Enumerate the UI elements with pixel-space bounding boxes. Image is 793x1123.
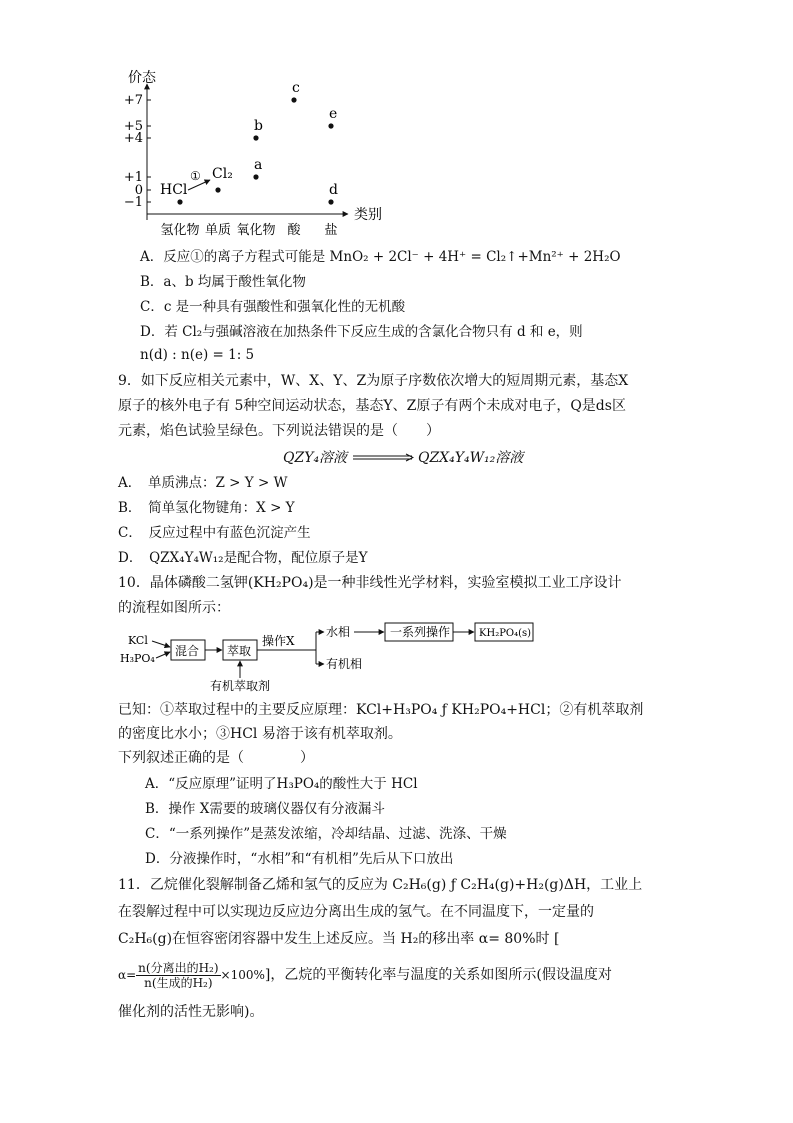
q9-line1: 9．如下反应相关元素中，W、X、Y、Z为原子序数依次增大的短周期元素，基态X	[118, 373, 629, 389]
x-category-label: 盐	[324, 223, 338, 238]
point-b	[253, 135, 258, 140]
flow-input-h3po4: H₃PO₄	[120, 652, 155, 665]
q11-line4	[118, 960, 612, 990]
q9-equation	[283, 449, 523, 467]
point-label-Cl₂: Cl₂	[212, 166, 233, 182]
flow-box-series-label: 一系列操作	[390, 625, 451, 639]
flow-box-mix-label: 混合	[175, 644, 200, 658]
q8-option-c: C．c 是一种具有强酸性和强氧化性的无机酸	[140, 299, 406, 315]
q11-line3: C₂H₆(g)在恒容密闭容器中发生上述反应。当 H₂的移出率 α= 80%时 [	[118, 931, 560, 947]
y-tick-label: +7	[123, 93, 143, 108]
flow-chart	[118, 618, 578, 698]
q9-option-d: D． QZX₄Y₄W₁₂是配合物，配位原子是Y	[118, 550, 368, 566]
q10-option-d: D．分液操作时，“水相”和“有机相”先后从下口放出	[145, 851, 454, 867]
x-category-label: 氧化物	[236, 223, 276, 238]
q10-option-a: A．“反应原理”证明了H₃PO₄的酸性大于 HCl	[145, 776, 418, 792]
q8-option-d-line2: n(d) : n(e) = 1: 5	[140, 347, 255, 363]
x-category-label: 氢化物	[160, 223, 200, 238]
point-e	[328, 123, 333, 128]
point-d	[328, 199, 333, 204]
q11-frac-num: n(分离出的H₂)	[138, 960, 219, 975]
q9-option-a: A． 单质沸点：Z > Y > W	[118, 475, 288, 491]
flow-box-extract-label: 萃取	[227, 644, 252, 658]
y-tick-label: +5	[123, 119, 143, 134]
flow-box-product-label: KH₂PO₄(s)	[479, 628, 532, 639]
q9-line2: 原子的核外电子有 5种空间运动状态，基态Y、Z原子有两个未成对电子，Q是ds区	[118, 398, 626, 414]
q11-frac-den: n(生成的H₂)	[144, 975, 213, 990]
flow-op-x: 操作X	[262, 634, 295, 648]
q11-line5: 催化剂的活性无影响)。	[118, 1004, 264, 1020]
q10-known2: 的密度比水小；③HCl 易溶于该有机萃取剂。	[118, 726, 402, 742]
q10-ask: 下列叙述正确的是（ ）	[118, 750, 314, 766]
q11-line1: 11．乙烷催化裂解制备乙烯和氢气的反应为 C₂H₆(g) ƒ C₂H₄(g)+H₂(g)ΔH，工业上	[118, 877, 643, 893]
q9-line3: 元素，焰色试验呈绿色。下列说法错误的是（ ）	[118, 423, 440, 439]
point-label-HCl: HCl	[160, 182, 188, 198]
point-a	[253, 174, 258, 179]
q8-option-a	[140, 248, 621, 266]
x-category-label: 酸	[287, 223, 301, 238]
q9-option-b: B． 简单氢化物键角：X > Y	[118, 500, 295, 516]
point-label-e: e	[329, 106, 338, 122]
q9-option-c: C． 反应过程中有蓝色沉淀产生	[118, 525, 311, 541]
y-tick-label: +1	[123, 170, 143, 185]
q9-eq-arrow-icon	[352, 453, 414, 463]
point-label-b: b	[254, 118, 263, 134]
q11-alpha: α=	[118, 968, 137, 982]
point-label-c: c	[292, 80, 300, 96]
y-tick-label: +4	[123, 131, 143, 146]
y-tick-label: 0	[134, 183, 143, 198]
q10-known1: 已知：①萃取过程中的主要反应原理：KCl+H₃PO₄ ƒ KH₂PO₄+HCl；②有机萃取剂	[118, 702, 644, 718]
y-tick-label: −1	[123, 195, 143, 210]
q11-line2: 在裂解过程中可以实现边反应边分离出生成的氢气。在不同温度下，一定量的	[118, 904, 594, 920]
x-axis-label: 类别	[354, 207, 382, 223]
q8-option-b: B．a、b 均属于酸性氧化物	[140, 274, 306, 290]
q8-option-a-equation: MnO₂ + 2Cl⁻ + 4H⁺ = Cl₂↑+Mn²⁺ + 2H₂O	[329, 249, 621, 265]
point-Cl₂	[215, 187, 220, 192]
q10-line1: 10．晶体磷酸二氢钾(KH₂PO₄)是一种非线性光学材料，实验室模拟工业工序设计	[118, 575, 622, 591]
point-label-d: d	[329, 182, 338, 198]
point-label-a: a	[254, 157, 263, 173]
valence-chart	[110, 62, 390, 242]
x-category-label: 单质	[204, 223, 232, 238]
flow-organic: 有机相	[326, 657, 363, 671]
q10-option-b: B．操作 X需要的玻璃仪器仅有分液漏斗	[145, 801, 385, 817]
q10-line2: 的流程如图所示：	[118, 600, 230, 616]
point-HCl	[177, 199, 182, 204]
q8-option-d-line1: D．若 Cl₂与强碱溶液在加热条件下反应生成的含氯化合物只有 d 和 e，则	[140, 324, 583, 340]
q9-eq-left: QZY₄溶液	[283, 450, 348, 466]
q9-eq-right: QZX₄Y₄W₁₂溶液	[417, 450, 524, 466]
q11-times: ×100%	[220, 968, 265, 982]
q11-fraction	[136, 961, 220, 990]
q11-line4-rest: ]，乙烷的平衡转化率与温度的关系如图所示(假设温度对	[264, 967, 612, 983]
reaction-arrow-label: ①	[190, 169, 201, 183]
flow-input-kcl: KCl	[128, 634, 148, 647]
flow-extractant: 有机萃取剂	[210, 679, 271, 693]
q10-option-c: C．“一系列操作”是蒸发浓缩，冷却结晶、过滤、洗涤、干燥	[145, 826, 507, 842]
q8-option-a-text: A．反应①的离子方程式可能是	[140, 249, 326, 265]
y-axis-label: 价态	[128, 70, 156, 86]
point-c	[291, 97, 296, 102]
flow-aqueous: 水相	[326, 625, 351, 639]
